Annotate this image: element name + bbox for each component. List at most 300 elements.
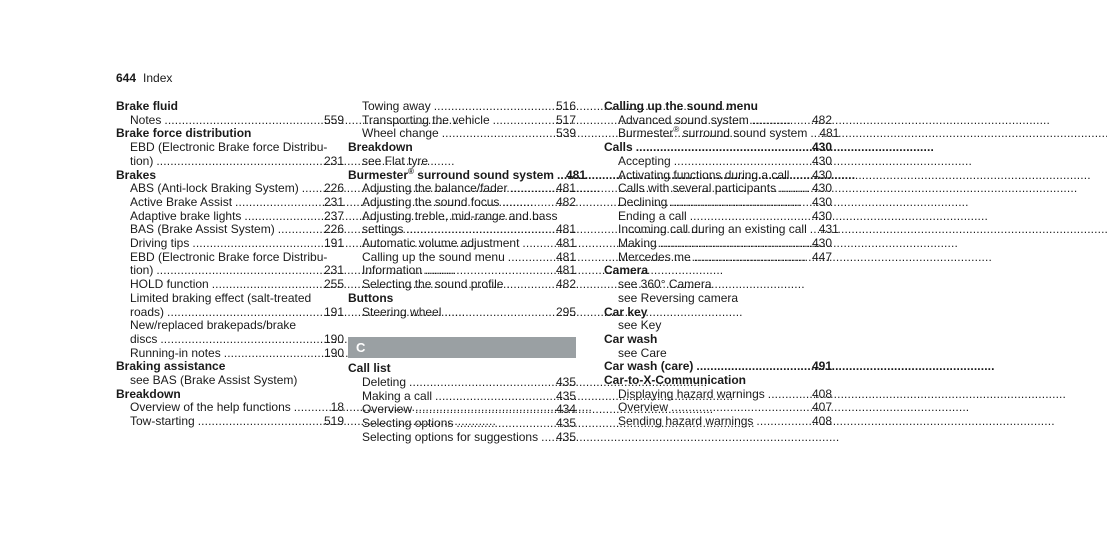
index-heading	[604, 306, 832, 320]
index-subentry	[348, 196, 576, 210]
page-reference[interactable]: 435	[555, 416, 576, 431]
entry-text	[618, 196, 667, 210]
dot-leader	[493, 114, 553, 128]
entry-label: Activating functions during a call	[618, 167, 790, 182]
entry-label: Running-in notes	[130, 345, 221, 360]
entry-text	[130, 155, 153, 169]
entry-text	[618, 388, 765, 402]
entry-text	[130, 415, 195, 429]
index-subentry	[604, 196, 832, 210]
index-heading	[116, 127, 344, 141]
entry-text	[130, 347, 221, 361]
index-subentry	[348, 237, 576, 251]
index-subentry	[604, 415, 832, 429]
dot-leader	[456, 417, 553, 431]
index-subentry	[604, 155, 832, 169]
page-reference[interactable]: 539	[555, 126, 576, 141]
index-subentry	[348, 182, 576, 196]
entry-text	[130, 401, 291, 415]
index-heading	[604, 264, 832, 278]
entry-text	[348, 291, 393, 305]
entry-label: Advanced sound system	[618, 112, 749, 127]
entry-label-rest: surround sound system	[679, 126, 808, 141]
entry-text	[618, 237, 657, 251]
dot-leader	[164, 114, 321, 128]
entry-text	[130, 333, 157, 347]
entry-label: Selecting the sound profile	[362, 277, 504, 292]
index-subentry	[348, 223, 576, 237]
entry-label: Breakdown	[116, 386, 181, 401]
dot-leader	[425, 264, 553, 278]
entry-label: tion)	[130, 263, 154, 278]
entry-text	[604, 373, 746, 387]
entry-text	[618, 127, 807, 141]
index-line	[604, 292, 832, 306]
index-subentry	[348, 376, 576, 390]
index-subentry	[604, 388, 832, 402]
entry-label: Adjusting the balance/fader	[362, 181, 508, 196]
index-subentry	[348, 114, 576, 128]
entry-label: Overview of the help functions	[130, 400, 291, 415]
index-subentry	[116, 223, 344, 237]
entry-label: Notes	[130, 112, 162, 127]
page-reference[interactable]: 517	[555, 112, 576, 127]
page-header	[116, 71, 172, 85]
page-reference[interactable]: 430	[811, 208, 832, 223]
entry-label: Call list	[348, 361, 391, 376]
index-heading	[348, 166, 586, 183]
page-reference[interactable]: 430	[811, 140, 832, 155]
entry-label: Adjusting treble, mid-range and bass	[362, 208, 558, 223]
index-line	[348, 210, 576, 224]
page-reference[interactable]: 491	[811, 359, 832, 374]
page-reference[interactable]: 237	[323, 208, 344, 223]
page-reference[interactable]: 430	[811, 167, 832, 182]
entry-label: tion)	[130, 153, 154, 168]
entry-text	[618, 169, 789, 183]
page-reference[interactable]: 295	[555, 304, 576, 319]
dot-leader	[752, 114, 809, 128]
entry-label: Car wash	[604, 331, 658, 346]
page-reference[interactable]: 407	[811, 400, 832, 415]
index-subentry	[116, 182, 344, 196]
dot-leader	[156, 264, 321, 278]
entry-label: Adaptive brake lights	[130, 208, 242, 223]
dot-leader	[192, 237, 321, 251]
page-reference[interactable]: 231	[323, 263, 344, 278]
dot-leader	[671, 401, 809, 415]
entry-text	[604, 332, 657, 346]
page-reference[interactable]: 430	[811, 194, 832, 209]
page-reference[interactable]: 481	[565, 167, 586, 182]
index-heading	[116, 100, 344, 114]
dot-leader	[212, 278, 321, 292]
entry-text	[362, 403, 412, 417]
entry-label: Wheel change	[362, 126, 439, 141]
page-reference[interactable]: 481	[555, 181, 576, 196]
entry-text	[116, 359, 225, 373]
page-reference[interactable]: 18	[330, 400, 344, 415]
index-heading	[116, 388, 344, 402]
index-line	[604, 347, 832, 361]
page-reference[interactable]: 255	[323, 277, 344, 292]
index-subentry	[116, 347, 344, 361]
dot-leader	[502, 196, 553, 210]
index-heading	[348, 292, 576, 306]
entry-text	[130, 114, 161, 128]
page-reference[interactable]: 482	[555, 194, 576, 209]
entry-label: Car key	[604, 304, 648, 319]
entry-text	[618, 346, 667, 360]
entry-text	[116, 99, 178, 113]
dot-leader	[522, 237, 553, 251]
entry-text	[604, 141, 633, 155]
dot-leader	[756, 415, 809, 429]
dot-leader	[442, 127, 553, 141]
dot-leader	[444, 306, 553, 320]
page-reference[interactable]: 226	[323, 222, 344, 237]
entry-label: Active Brake Assist	[130, 194, 233, 209]
index-column-2	[348, 99, 586, 444]
dot-leader	[690, 210, 809, 224]
page-reference[interactable]: 481	[555, 263, 576, 278]
entry-label: Breakdown	[348, 140, 413, 155]
dot-leader	[435, 390, 553, 404]
index-heading	[604, 360, 832, 374]
page-reference[interactable]: 434	[555, 402, 576, 417]
entry-text	[618, 223, 807, 237]
index-subentry	[604, 222, 839, 237]
index-heading	[604, 141, 832, 155]
page-reference[interactable]: 559	[323, 112, 344, 127]
entry-text	[362, 223, 403, 237]
entry-label: Buttons	[348, 290, 394, 305]
entry-label: Car wash (care)	[604, 359, 694, 374]
entry-text	[362, 278, 503, 292]
entry-label: Automatic volume adjustment	[362, 236, 520, 251]
index-line	[116, 251, 344, 265]
entry-label: Selecting options	[362, 416, 454, 431]
index-subentry	[116, 210, 344, 224]
entry-label: see Key	[618, 318, 662, 333]
index-line	[604, 319, 832, 333]
dot-leader	[415, 403, 553, 417]
page-reference[interactable]: 435	[555, 388, 576, 403]
entry-label: see Flat tyre	[362, 153, 429, 168]
page-reference[interactable]: 231	[323, 194, 344, 209]
entry-text	[362, 264, 422, 278]
entry-text	[604, 305, 647, 319]
entry-label: Overview	[618, 400, 669, 415]
index-heading	[116, 360, 344, 374]
index-line	[348, 155, 576, 169]
entry-text	[604, 360, 693, 374]
entry-label: Brake fluid	[116, 99, 179, 113]
index-subentry	[604, 237, 832, 251]
entry-text	[116, 387, 181, 401]
entry-text	[362, 127, 439, 141]
entry-label: settings	[362, 222, 404, 237]
page-reference[interactable]: 408	[811, 386, 832, 401]
entry-label: Burmester	[618, 126, 674, 141]
index-heading	[116, 169, 344, 183]
page-reference[interactable]: 481	[555, 222, 576, 237]
entry-text	[618, 182, 776, 196]
entry-text	[130, 250, 327, 264]
page-reference[interactable]: 191	[323, 236, 344, 251]
page-reference[interactable]: 190	[323, 345, 344, 360]
index-subentry	[116, 196, 344, 210]
entry-text	[618, 318, 661, 332]
dot-leader	[694, 251, 809, 265]
index-subentry	[604, 125, 840, 141]
dot-leader	[198, 415, 321, 429]
entry-label: Braking assistance	[116, 359, 226, 374]
entry-text	[362, 100, 431, 114]
entry-label: see Reversing camera	[618, 290, 739, 305]
dot-leader	[235, 196, 321, 210]
dot-leader	[160, 333, 321, 347]
entry-text	[348, 166, 554, 183]
entry-label: Transporting the vehicle	[362, 112, 490, 127]
entry-text	[618, 401, 668, 415]
page-reference[interactable]: 481	[555, 249, 576, 264]
entry-label: Driving tips	[130, 236, 190, 251]
entry-label: see BAS (Brake Assist System)	[130, 373, 298, 388]
index-line	[116, 141, 344, 155]
index-subentry	[348, 417, 576, 431]
index-subentry	[348, 306, 576, 320]
registered-mark: ®	[673, 125, 680, 135]
index-subentry	[348, 431, 576, 445]
dot-leader	[810, 127, 816, 141]
index-subentry	[348, 278, 576, 292]
page-reference[interactable]: 408	[811, 414, 832, 429]
index-heading	[604, 100, 832, 114]
entry-text	[362, 196, 499, 210]
dot-leader	[302, 182, 321, 196]
index-subentry	[604, 251, 832, 265]
index-subentry	[116, 333, 344, 347]
dot-leader	[508, 251, 553, 265]
entry-text	[348, 140, 413, 154]
entry-text	[130, 318, 296, 332]
dot-leader	[409, 376, 553, 390]
entry-text	[618, 155, 671, 169]
entry-label: Tow-starting	[130, 414, 195, 429]
page-reference[interactable]: 191	[323, 304, 344, 319]
index-heading	[604, 374, 832, 388]
entry-label: Making a call	[362, 388, 433, 403]
index-line	[116, 319, 344, 333]
index-subentry	[116, 155, 344, 169]
index-heading	[604, 333, 832, 347]
index-subentry	[116, 264, 344, 278]
dot-leader	[557, 169, 563, 183]
entry-label: Declining	[618, 194, 668, 209]
entry-label: Mercedes me	[618, 249, 691, 264]
entry-text	[618, 415, 753, 429]
entry-label: EBD (Electronic Brake force Distribu-	[130, 249, 328, 264]
dot-leader	[294, 401, 328, 415]
page-reference[interactable]: 481	[555, 236, 576, 251]
index-subentry	[116, 114, 344, 128]
entry-text	[362, 154, 428, 168]
entry-label: Limited braking effect (salt-treated	[130, 290, 312, 305]
entry-label: Ending a call	[618, 208, 687, 223]
index-subentry	[348, 403, 576, 417]
index-line	[604, 278, 832, 292]
page-reference[interactable]: 435	[555, 429, 576, 444]
entry-text	[130, 306, 164, 320]
index-subentry	[604, 182, 832, 196]
index-subentry	[604, 210, 832, 224]
dot-leader	[696, 360, 809, 374]
dot-leader	[810, 223, 816, 237]
entry-text	[130, 278, 209, 292]
entry-label: HOLD function	[130, 277, 209, 292]
index-subentry	[116, 401, 344, 415]
dot-leader	[510, 182, 553, 196]
entry-text	[362, 390, 432, 404]
entry-text	[130, 291, 311, 305]
index-heading	[348, 141, 576, 155]
entry-label: Calling up the sound menu	[362, 249, 505, 264]
dot-leader	[792, 169, 809, 183]
page-reference[interactable]: 231	[323, 153, 344, 168]
entry-text	[130, 140, 327, 154]
entry-label: see 360° Camera	[618, 277, 712, 292]
entry-label: see Care	[618, 345, 667, 360]
section-letter-bar: C	[348, 337, 576, 358]
entry-text	[618, 291, 738, 305]
index-column-3	[604, 99, 840, 429]
index-line	[116, 292, 344, 306]
entry-label: Brakes	[116, 167, 157, 182]
dot-leader	[224, 347, 321, 361]
entry-text	[618, 277, 712, 291]
index-subentry	[348, 264, 576, 278]
registered-mark: ®	[408, 166, 414, 176]
page-reference[interactable]: 430	[811, 153, 832, 168]
entry-label: Brake force distribution	[116, 126, 252, 141]
entry-text	[362, 376, 406, 390]
dot-leader	[278, 223, 321, 237]
index-subentry	[348, 127, 576, 141]
entry-label: Overview	[362, 402, 413, 417]
entry-label: BAS (Brake Assist System)	[130, 222, 275, 237]
entry-text	[116, 168, 156, 182]
entry-text	[130, 210, 241, 224]
index-heading	[348, 362, 576, 376]
entry-text	[362, 114, 490, 128]
dot-leader	[167, 306, 321, 320]
entry-label: Burmester	[348, 167, 409, 182]
entry-text	[130, 237, 189, 251]
index-line	[116, 374, 344, 388]
entry-label: Deleting	[362, 374, 407, 389]
entry-label: Sending hazard warnings	[618, 414, 754, 429]
entry-label: Displaying hazard warnings	[618, 386, 765, 401]
index-column-1	[116, 100, 344, 429]
entry-label: New/replaced brakepads/brake	[130, 318, 297, 333]
entry-label: roads)	[130, 304, 165, 319]
index-subentry	[604, 401, 832, 415]
dot-leader	[406, 223, 553, 237]
index-subentry	[348, 390, 576, 404]
dot-leader	[779, 182, 809, 196]
page-reference[interactable]: 190	[323, 331, 344, 346]
index-subentry	[604, 169, 832, 183]
index-subentry	[116, 415, 344, 429]
entry-label: Adjusting the sound focus	[362, 194, 500, 209]
index-subentry	[348, 100, 576, 114]
entry-text	[130, 264, 153, 278]
entry-text	[618, 251, 691, 265]
entry-text	[130, 196, 232, 210]
entry-text	[130, 182, 299, 196]
page-reference[interactable]: 482	[555, 277, 576, 292]
entry-text	[130, 223, 275, 237]
page-reference[interactable]: 226	[323, 181, 344, 196]
page-reference[interactable]: 431	[818, 222, 839, 237]
dot-leader	[768, 388, 809, 402]
entry-text	[116, 126, 251, 140]
dot-leader	[670, 196, 809, 210]
entry-text	[362, 182, 507, 196]
entry-label: Accepting	[618, 153, 671, 168]
entry-label: EBD (Electronic Brake force Distribu-	[130, 140, 328, 155]
index-subentry	[116, 237, 344, 251]
dot-leader	[244, 210, 321, 224]
page-reference[interactable]: 447	[811, 249, 832, 264]
entry-label: Car-to-X-Communication	[604, 373, 746, 388]
dot-leader	[434, 100, 553, 114]
entry-label: Information	[362, 263, 423, 278]
entry-label: ABS (Anti-lock Braking System)	[130, 181, 299, 196]
entry-label: Calls with several participants	[618, 181, 777, 196]
entry-text	[362, 251, 505, 265]
page-reference[interactable]: 481	[819, 126, 840, 141]
entry-label: Camera	[604, 263, 649, 278]
entry-label: Steering wheel	[362, 304, 442, 319]
entry-text	[362, 417, 453, 431]
entry-text	[362, 209, 557, 223]
entry-label: Calling up the sound menu	[604, 99, 758, 113]
page-reference[interactable]: 516	[555, 99, 576, 113]
entry-text	[362, 237, 519, 251]
entry-text	[604, 263, 648, 277]
page-reference[interactable]: 482	[811, 112, 832, 127]
index-subentry	[348, 251, 576, 265]
index-subentry	[116, 306, 344, 320]
entry-label: Towing away	[362, 99, 431, 113]
page-reference[interactable]: 430	[811, 181, 832, 196]
entry-text	[604, 99, 758, 113]
entry-text	[618, 210, 687, 224]
entry-label: discs	[130, 331, 158, 346]
page-reference[interactable]: 435	[555, 374, 576, 389]
entry-label: Incoming call during an existing call	[618, 222, 807, 237]
page-title: Index	[143, 71, 173, 85]
page-reference[interactable]: 430	[811, 236, 832, 251]
entry-text	[130, 373, 297, 387]
entry-label: Selecting options for suggestions	[362, 429, 539, 444]
entry-text	[362, 431, 538, 445]
dot-leader	[660, 237, 809, 251]
page-reference[interactable]: 519	[323, 414, 344, 429]
page-number: 644	[116, 71, 137, 85]
